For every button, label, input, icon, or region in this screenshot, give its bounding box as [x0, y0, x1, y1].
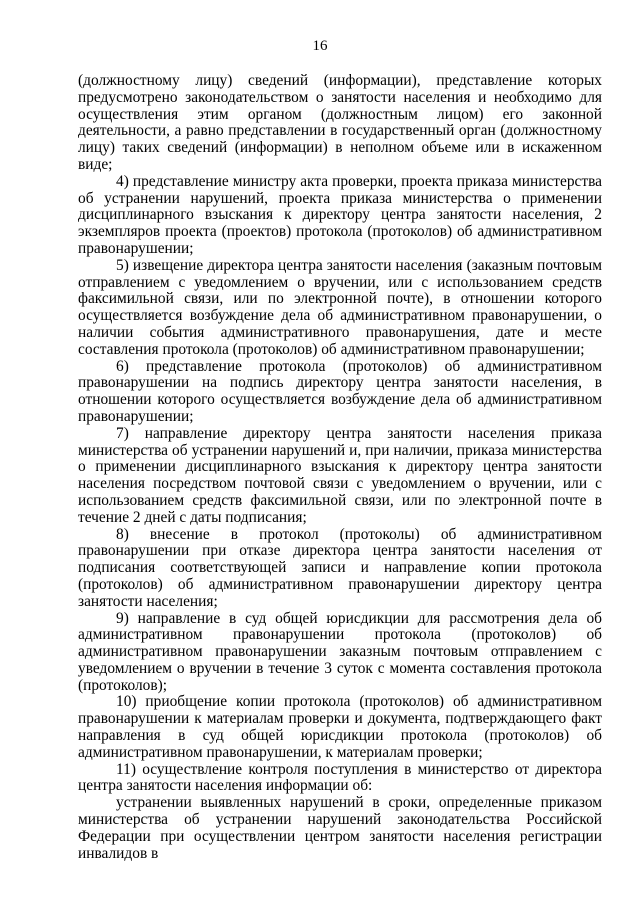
paragraph-item-9: 9) направление в суд общей юрисдикции для рассмотрения дела об административном правонарушении протокола (протоколов) об административном правонарушении заказным почтовым отправлением с уведомлением о вручении в течение 3 суток с момента составления протокола (протоколов); — [78, 609, 602, 694]
paragraph-item-8: 8) внесение в протокол (протоколы) об административном правонарушении при отказе директора центра занятости населения от подписания соответствующей записи и направление копии протокола (протоколов) об административном правонарушении директору центра занятости населения; — [78, 525, 602, 610]
paragraph-item-11: 11) осуществление контроля поступления в министерство от директора центра занятости населения информации об: — [78, 760, 602, 795]
page-number: 16 — [312, 38, 328, 54]
paragraph-item-6: 6) представление протокола (протоколов) об административном правонарушении на подпись директору центра занятости населения, в отношении которого осуществляется возбуждение дела об административном правонарушении; — [78, 357, 602, 425]
paragraph-item-7: 7) направление директору центра занятости населения приказа министерства об устранении нарушений и, при наличии, приказа министерства о применении дисциплинарного взыскания к директору центра занятости населения посредством почтовой связи с уведомлением о вручении, или с использованием средств факсимильной связи, или по электронной почте в течение 2 дней с даты подписания; — [78, 424, 602, 526]
paragraph-item-4: 4) представление министру акта проверки, проекта приказа министерства об устранении нарушений, проекта приказа министерства о применении дисциплинарного взыскания к директору центра занятости населения, 2 экземпляров проекта (проектов) протокола (протоколов) об административном правонарушении; — [78, 172, 602, 257]
paragraph-item-10: 10) приобщение копии протокола (протоколов) об административном правонарушении к материалам проверки и документа, подтверждающего факт направления в суд общей юрисдикции протокола (протоколов) об административном правонарушении, к материалам проверки; — [78, 693, 602, 761]
paragraph-continuation: (должностному лицу) сведений (информации), представление которых предусмотрено законодательством о занятости населения и необходимо для осуществления этим органом (должностным лицом) его законной деятельности, а равно представлении в государственный орган (должностному лицу) таких сведений (информации) в неполном объеме или в искаженном виде; — [78, 72, 602, 173]
document-body — [78, 73, 602, 862]
paragraph-item-5: 5) извещение директора центра занятости населения (заказным почтовым отправлением с уведомлением о вручении, или с использованием средств факсимильной связи, или по электронной почте), в отношении которого осуществляется возбуждение дела об административном правонарушении, о наличии события административного правонарушения, дате и месте составления протокола (протоколов) об административном правонарушении; — [78, 256, 602, 358]
paragraph-subitem: устранении выявленных нарушений в сроки, определенные приказом министерства об устранении нарушений законодательства Российской Федерации при осуществлении центром занятости населения регистрации инвалидов в — [78, 794, 602, 862]
